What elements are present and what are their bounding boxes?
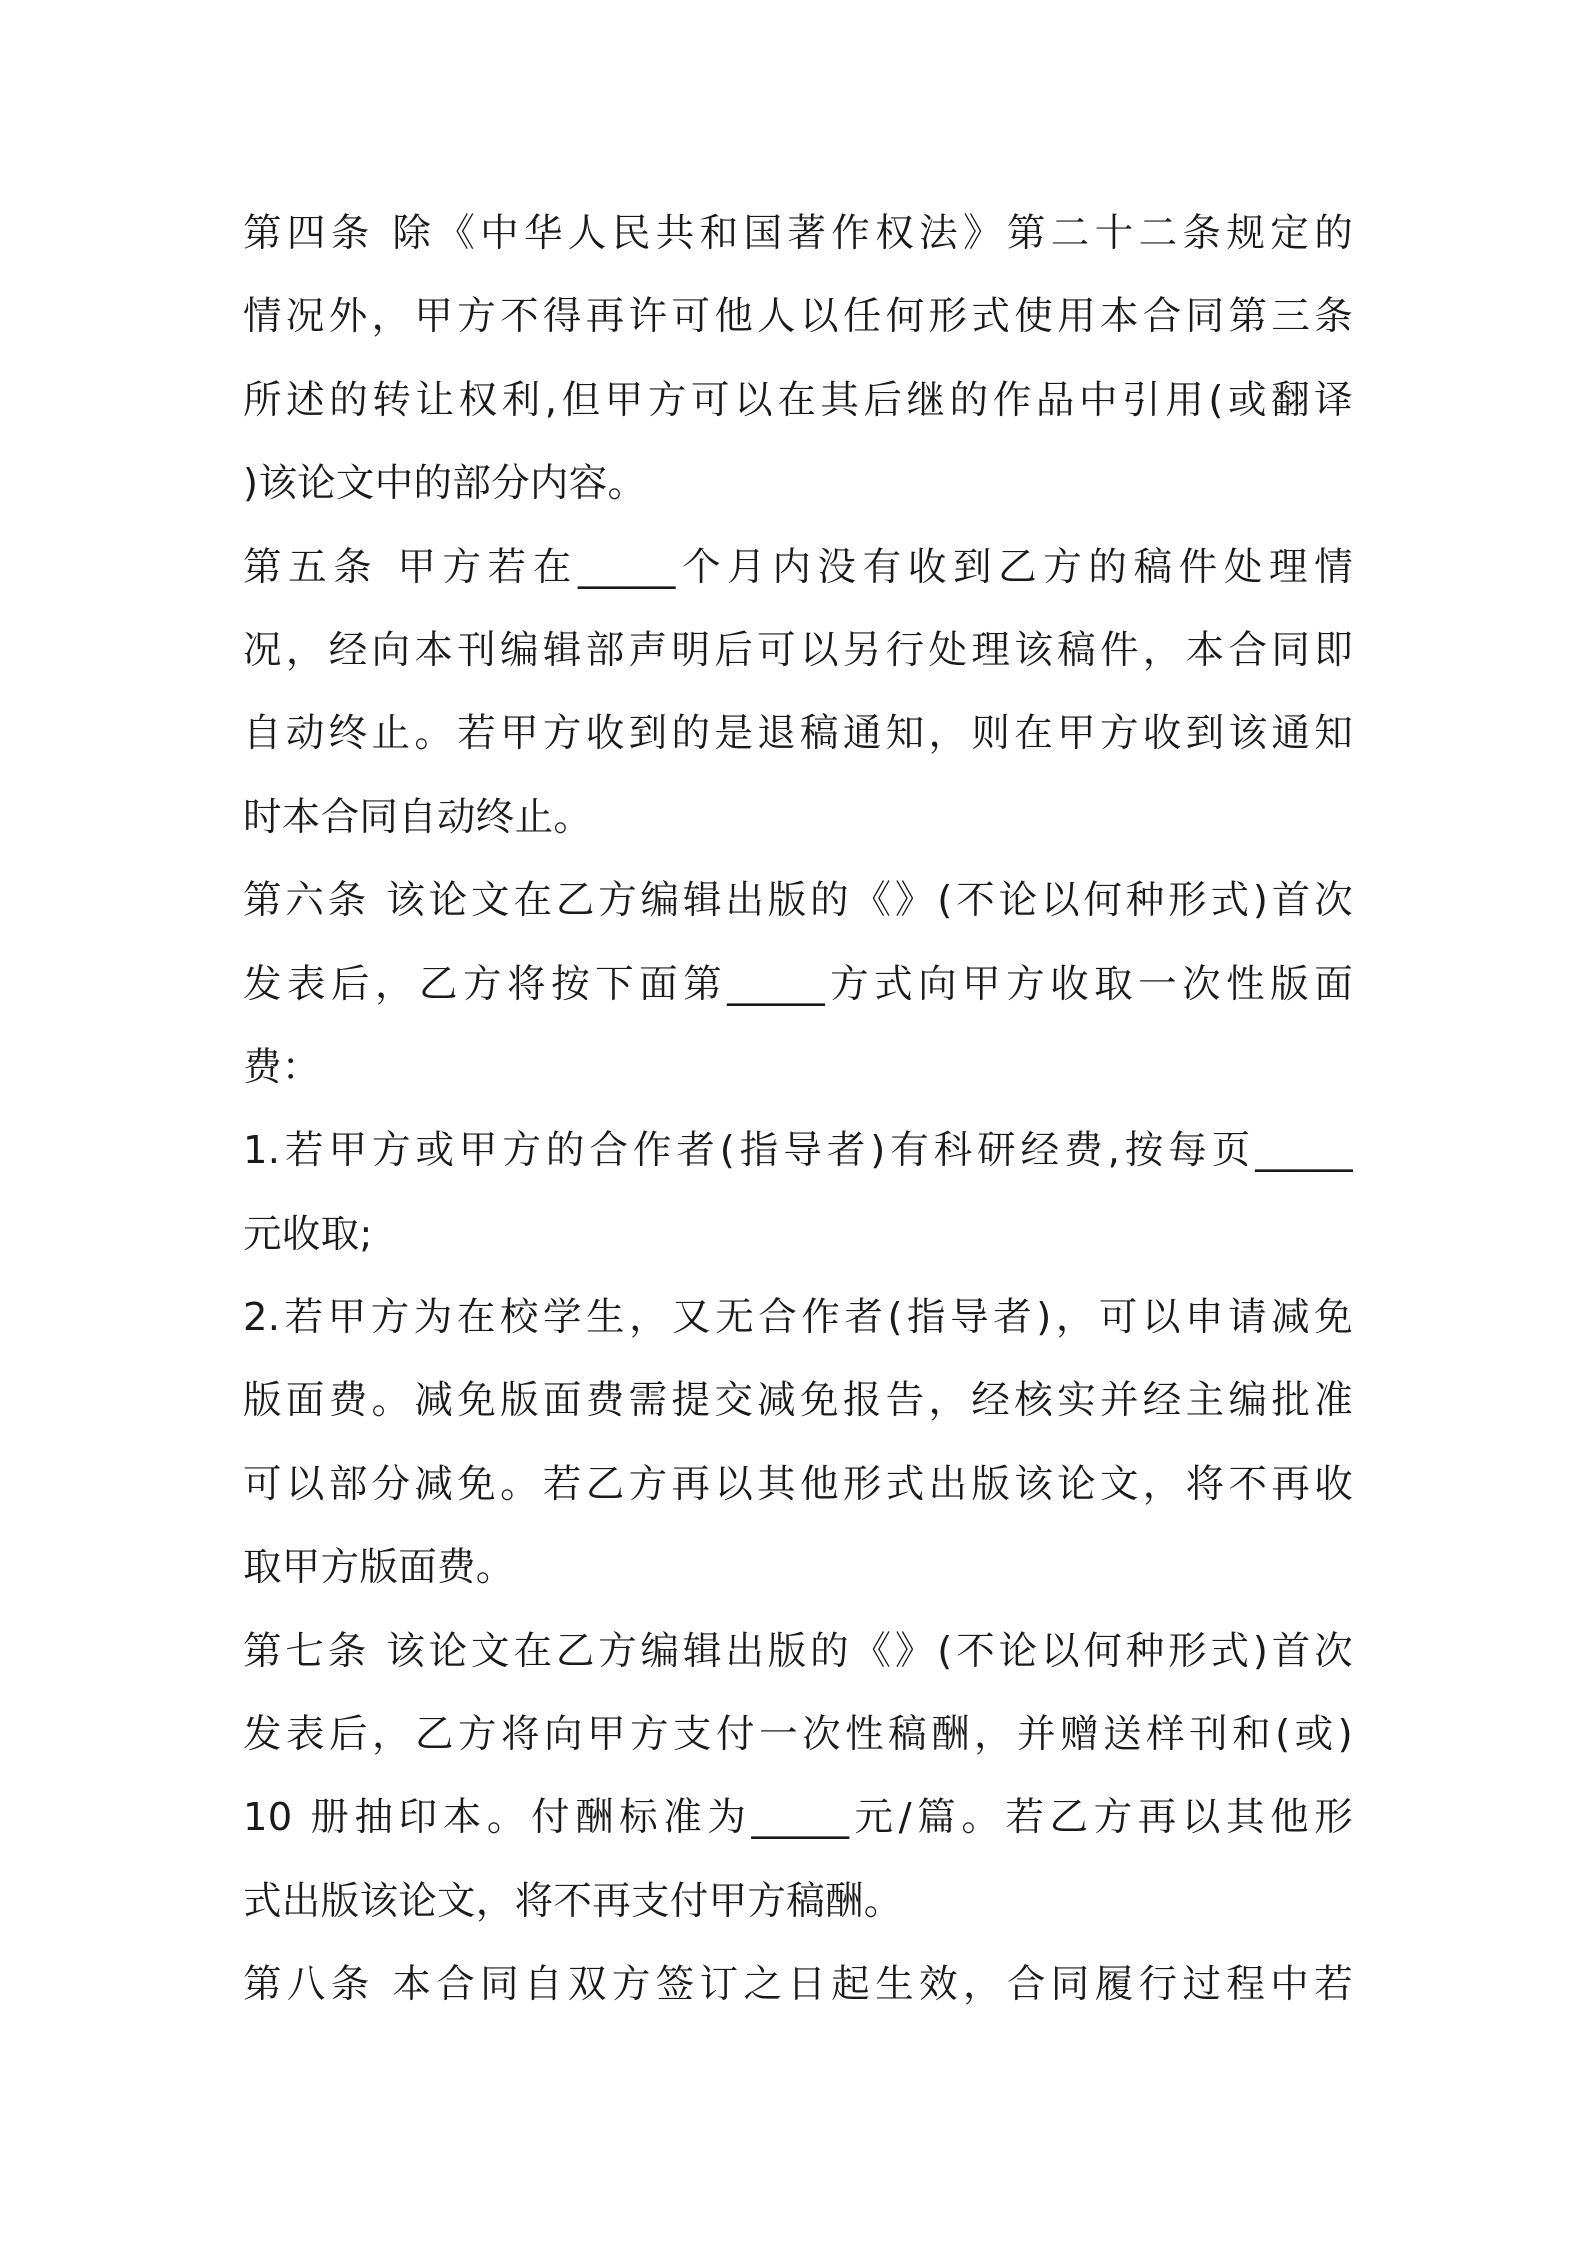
article-4-line-3: 所述的转让权利,但甲方可以在其后继的作品中引用(或翻译 <box>243 377 1353 423</box>
article-7-line-1: 第七条 该论文在乙方编辑出版的《》(不论以何种形式)首次 <box>243 1628 1353 1674</box>
contract-body <box>243 192 1353 2027</box>
article-4-line-2: 情况外，甲方不得再许可他人以任何形式使用本合同第三条 <box>243 294 1353 340</box>
clause-2-line-1: 2.若甲方为在校学生，又无合作者(指导者)，可以申请减免 <box>243 1295 1353 1341</box>
clause-1-line-1: 1.若甲方或甲方的合作者(指导者)有科研经费,按每页_____ <box>243 1128 1353 1174</box>
article-6-line-2: 发表后，乙方将按下面第_____方式向甲方收取一次性版面 <box>243 961 1353 1007</box>
clause-2-line-3: 可以部分减免。若乙方再以其他形式出版该论文，将不再收 <box>243 1461 1353 1507</box>
article-7-line-4: 式出版该论文，将不再支付甲方稿酬。 <box>243 1878 903 1924</box>
article-5-line-3: 自动终止。若甲方收到的是退稿通知，则在甲方收到该通知 <box>243 711 1353 757</box>
clause-1-line-2: 元收取; <box>243 1211 373 1257</box>
clause-2-line-2: 版面费。减免版面费需提交减免报告，经核实并经主编批准 <box>243 1378 1353 1424</box>
article-5-line-2: 况，经向本刊编辑部声明后可以另行处理该稿件，本合同即 <box>243 627 1353 673</box>
article-4-line-1: 第四条 除《中华人民共和国著作权法》第二十二条规定的 <box>243 211 1353 256</box>
article-5-line-4: 时本合同自动终止。 <box>243 794 593 840</box>
article-4-line-4: )该论文中的部分内容。 <box>243 461 647 507</box>
article-6-line-1: 第六条 该论文在乙方编辑出版的《》(不论以何种形式)首次 <box>243 878 1353 924</box>
article-5-line-1: 第五条 甲方若在_____个月内没有收到乙方的稿件处理情 <box>243 544 1353 590</box>
article-7-line-2: 发表后，乙方将向甲方支付一次性稿酬，并赠送样刊和(或) <box>243 1712 1353 1758</box>
clause-2-line-4: 取甲方版面费。 <box>243 1545 515 1591</box>
article-8-line-1: 第八条 本合同自双方签订之日起生效，合同履行过程中若 <box>243 1962 1353 2008</box>
article-7-line-3: 10 册抽印本。付酬标准为_____元/篇。若乙方再以其他形 <box>243 1795 1353 1841</box>
article-6-line-3: 费： <box>243 1044 321 1090</box>
